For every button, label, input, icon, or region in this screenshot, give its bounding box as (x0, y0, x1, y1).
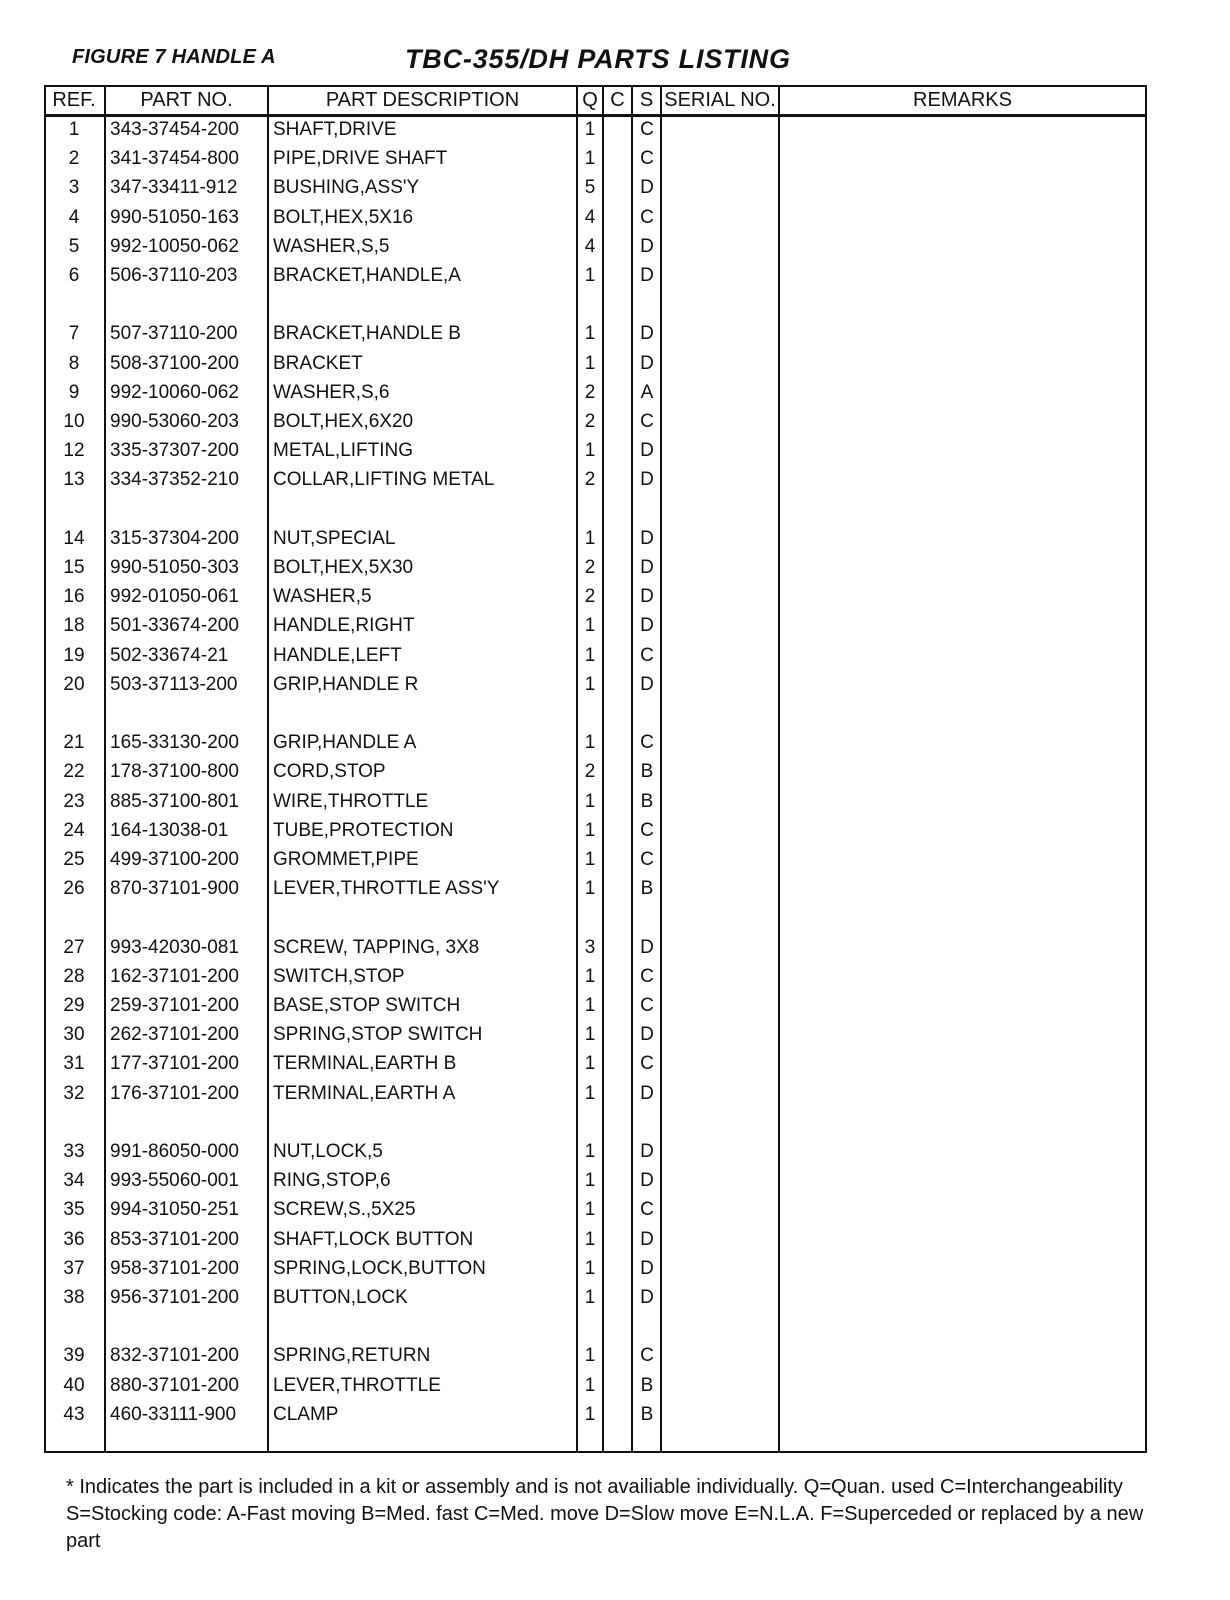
part-no-cell: 992-10060-062 (110, 381, 239, 403)
description-cell: SWITCH,STOP (273, 965, 405, 987)
description-cell: GRIP,HANDLE R (273, 673, 419, 695)
stocking-code-cell: B (640, 761, 654, 783)
quantity-cell: 1 (584, 1374, 596, 1396)
description-cell: BOLT,HEX,5X16 (273, 206, 414, 228)
ref-cell: 43 (63, 1403, 85, 1425)
part-no-cell: 501-33674-200 (110, 615, 239, 637)
part-no-cell: 334-37352-210 (110, 469, 239, 491)
ref-cell: 28 (63, 965, 85, 987)
description-cell: TUBE,PROTECTION (273, 819, 454, 841)
ref-cell: 25 (63, 849, 85, 870)
description-cell: RING,STOP,6 (273, 1170, 391, 1192)
stocking-code-cell: D (640, 1228, 654, 1250)
stocking-code-cell: C (640, 411, 654, 432)
description-cell: WIRE,THROTTLE (273, 790, 429, 812)
footnote: * Indicates the part is included in a kit or assembly and is not availiable individually. Q=Quan. used C=Interchangeability S=Stocking code: A-Fast moving B=Med. fast C=Med. move D=Slow move E=N.L.A. F=Superceded or replaced by a new part (66, 1476, 1144, 1552)
quantity-cell: 1 (584, 849, 596, 870)
stocking-code-cell: D (640, 1287, 654, 1308)
stocking-code-cell: D (640, 936, 654, 958)
ref-cell: 7 (68, 323, 80, 345)
quantity-cell: 1 (584, 148, 596, 170)
ref-cell: 15 (63, 557, 85, 578)
col-header-c: C (610, 89, 625, 111)
description-cell: CLAMP (273, 1403, 339, 1425)
part-no-cell: 335-37307-200 (110, 440, 239, 462)
stocking-code-cell: D (640, 1141, 654, 1162)
part-no-cell: 990-51050-163 (110, 206, 239, 228)
ref-cell: 13 (63, 469, 85, 491)
quantity-cell: 1 (584, 1082, 596, 1104)
stocking-code-cell: B (640, 1403, 654, 1425)
col-header-description: PART DESCRIPTION (325, 89, 520, 111)
col-header-s: S (639, 89, 654, 111)
part-no-cell: 508-37100-200 (110, 352, 239, 374)
description-cell: BRACKET,HANDLE B (273, 323, 461, 345)
description-cell: SPRING,RETURN (273, 1345, 431, 1367)
stocking-code-cell: D (640, 586, 654, 608)
ref-cell: 31 (63, 1053, 85, 1075)
quantity-cell: 1 (584, 1257, 596, 1279)
ref-cell: 12 (63, 440, 85, 462)
quantity-cell: 1 (584, 644, 596, 666)
description-cell: NUT,SPECIAL (273, 527, 396, 549)
part-no-cell: 994-31050-251 (110, 1199, 239, 1221)
ref-cell: 33 (63, 1141, 85, 1162)
part-no-cell: 507-37110-200 (110, 323, 238, 345)
stocking-code-cell: C (640, 1199, 654, 1221)
ref-cell: 6 (68, 265, 80, 286)
description-cell: GROMMET,PIPE (273, 849, 419, 870)
stocking-code-cell: C (640, 1053, 654, 1075)
stocking-code-cell: C (640, 644, 654, 666)
ref-cell: 32 (63, 1082, 85, 1104)
part-no-cell: 992-01050-061 (110, 586, 239, 608)
stocking-code-cell: D (640, 1082, 654, 1104)
stocking-code-cell: D (640, 557, 654, 578)
description-cell: BOLT,HEX,6X20 (273, 411, 414, 432)
column-divider (267, 85, 269, 1453)
ref-cell: 9 (68, 381, 80, 403)
column-divider (778, 85, 780, 1453)
col-header-q: Q (582, 89, 598, 111)
stocking-code-cell: C (640, 995, 654, 1016)
stocking-code-cell: D (640, 323, 654, 345)
quantity-cell: 1 (584, 1053, 596, 1075)
col-header-ref: REF. (52, 89, 96, 111)
description-cell: SPRING,STOP SWITCH (273, 1024, 483, 1046)
stocking-code-cell: D (640, 235, 654, 257)
quantity-cell: 2 (584, 469, 596, 491)
quantity-cell: 1 (584, 995, 596, 1016)
quantity-cell: 1 (584, 615, 596, 637)
ref-cell: 34 (63, 1170, 85, 1192)
stocking-code-cell: C (640, 1345, 654, 1367)
stocking-code-cell: B (640, 1374, 654, 1396)
stocking-code-cell: B (640, 878, 654, 900)
quantity-cell: 1 (584, 527, 596, 549)
quantity-cell: 2 (584, 411, 596, 432)
description-cell: PIPE,DRIVE SHAFT (273, 148, 448, 170)
description-cell: SHAFT,LOCK BUTTON (273, 1228, 474, 1250)
part-no-cell: 176-37101-200 (110, 1082, 239, 1104)
quantity-cell: 1 (584, 1199, 596, 1221)
description-cell: LEVER,THROTTLE (273, 1374, 441, 1396)
part-no-cell: 993-42030-081 (110, 936, 239, 958)
quantity-cell: 4 (584, 235, 596, 257)
stocking-code-cell: A (640, 381, 654, 403)
quantity-cell: 1 (584, 790, 596, 812)
quantity-cell: 1 (584, 1170, 596, 1192)
description-cell: WASHER,5 (273, 586, 372, 608)
quantity-cell: 2 (584, 381, 596, 403)
description-cell: METAL,LIFTING (273, 440, 414, 462)
ref-cell: 2 (68, 148, 80, 170)
description-cell: BASE,STOP SWITCH (273, 995, 461, 1016)
part-no-cell: 958-37101-200 (110, 1257, 239, 1279)
ref-cell: 24 (63, 819, 85, 841)
figure-label: FIGURE 7 HANDLE A (72, 46, 276, 68)
ref-cell: 8 (68, 352, 80, 374)
ref-cell: 39 (63, 1345, 85, 1367)
part-no-cell: 956-37101-200 (110, 1287, 239, 1308)
stocking-code-cell: C (640, 849, 654, 870)
part-no-cell: 262-37101-200 (110, 1024, 239, 1046)
quantity-cell: 1 (584, 1403, 596, 1425)
quantity-cell: 1 (584, 1141, 596, 1162)
ref-cell: 22 (63, 761, 85, 783)
description-cell: WASHER,S,6 (273, 381, 390, 403)
part-no-cell: 992-10050-062 (110, 235, 239, 257)
ref-cell: 20 (63, 673, 85, 695)
part-no-cell: 315-37304-200 (110, 527, 239, 549)
quantity-cell: 1 (584, 965, 596, 987)
quantity-cell: 1 (584, 819, 596, 841)
stocking-code-cell: C (640, 119, 654, 140)
description-cell: NUT,LOCK,5 (273, 1141, 383, 1162)
stocking-code-cell: D (640, 352, 654, 374)
part-no-cell: 162-37101-200 (110, 965, 239, 987)
description-cell: BUTTON,LOCK (273, 1287, 408, 1308)
part-no-cell: 506-37110-203 (110, 265, 238, 286)
description-cell: BOLT,HEX,5X30 (273, 557, 414, 578)
quantity-cell: 1 (584, 1345, 596, 1367)
description-cell: SPRING,LOCK,BUTTON (273, 1257, 486, 1279)
part-no-cell: 164-13038-01 (110, 819, 229, 841)
quantity-cell: 1 (584, 732, 596, 754)
description-cell: BRACKET (273, 352, 363, 374)
quantity-cell: 1 (584, 440, 596, 462)
stocking-code-cell: D (640, 1024, 654, 1046)
ref-cell: 36 (63, 1228, 85, 1250)
part-no-cell: 460-33111-900 (110, 1403, 237, 1425)
page-title: TBC-355/DH PARTS LISTING (405, 44, 791, 74)
ref-cell: 35 (63, 1199, 85, 1221)
description-cell: HANDLE,LEFT (273, 644, 402, 666)
stocking-code-cell: D (640, 265, 654, 286)
ref-cell: 30 (63, 1024, 85, 1046)
ref-cell: 10 (63, 411, 85, 432)
part-no-cell: 347-33411-912 (110, 177, 238, 199)
stocking-code-cell: C (640, 148, 654, 170)
quantity-cell: 2 (584, 586, 596, 608)
quantity-cell: 1 (584, 1024, 596, 1046)
column-divider (602, 85, 604, 1453)
stocking-code-cell: D (640, 1170, 654, 1192)
part-no-cell: 259-37101-200 (110, 995, 239, 1016)
description-cell: SHAFT,DRIVE (273, 119, 397, 140)
ref-cell: 27 (63, 936, 85, 958)
ref-cell: 18 (63, 615, 85, 637)
part-no-cell: 885-37100-801 (110, 790, 239, 812)
description-cell: CORD,STOP (273, 761, 386, 783)
quantity-cell: 1 (584, 673, 596, 695)
part-no-cell: 341-37454-800 (110, 148, 239, 170)
description-cell: TERMINAL,EARTH A (273, 1082, 456, 1104)
description-cell: GRIP,HANDLE A (273, 732, 417, 754)
part-no-cell: 991-86050-000 (110, 1141, 239, 1162)
ref-cell: 4 (68, 206, 80, 228)
ref-cell: 21 (63, 732, 85, 754)
part-no-cell: 990-53060-203 (110, 411, 239, 432)
part-no-cell: 832-37101-200 (110, 1345, 239, 1367)
part-no-cell: 880-37101-200 (110, 1374, 239, 1396)
part-no-cell: 177-37101-200 (110, 1053, 239, 1075)
quantity-cell: 5 (584, 177, 596, 199)
quantity-cell: 1 (584, 1228, 596, 1250)
stocking-code-cell: D (640, 177, 654, 199)
column-divider (104, 85, 106, 1453)
ref-cell: 38 (63, 1287, 85, 1308)
description-cell: COLLAR,LIFTING METAL (273, 469, 495, 491)
description-cell: SCREW, TAPPING, 3X8 (273, 936, 480, 958)
part-no-cell: 499-37100-200 (110, 849, 239, 870)
quantity-cell: 2 (584, 761, 596, 783)
quantity-cell: 4 (584, 206, 596, 228)
ref-cell: 40 (63, 1374, 85, 1396)
ref-cell: 29 (63, 995, 85, 1016)
ref-cell: 3 (68, 177, 80, 199)
stocking-code-cell: D (640, 440, 654, 462)
part-no-cell: 993-55060-001 (110, 1170, 239, 1192)
ref-cell: 37 (63, 1257, 85, 1279)
quantity-cell: 2 (584, 557, 596, 578)
col-header-serial: SERIAL NO. (664, 89, 776, 111)
quantity-cell: 1 (584, 265, 596, 286)
stocking-code-cell: D (640, 1257, 654, 1279)
ref-cell: 19 (63, 644, 85, 666)
ref-cell: 23 (63, 790, 85, 812)
part-no-cell: 502-33674-21 (110, 644, 229, 666)
stocking-code-cell: C (640, 819, 654, 841)
part-no-cell: 870-37101-900 (110, 878, 239, 900)
part-no-cell: 343-37454-200 (110, 119, 239, 140)
stocking-code-cell: C (640, 206, 654, 228)
description-cell: TERMINAL,EARTH B (273, 1053, 457, 1075)
stocking-code-cell: D (640, 527, 654, 549)
description-cell: LEVER,THROTTLE ASS'Y (273, 878, 500, 900)
col-header-remarks: REMARKS (913, 89, 1012, 111)
part-no-cell: 165-33130-200 (110, 732, 239, 754)
stocking-code-cell: D (640, 469, 654, 491)
col-header-part-no: PART NO. (140, 89, 233, 111)
quantity-cell: 1 (584, 323, 596, 345)
description-cell: BUSHING,ASS'Y (273, 177, 420, 199)
description-cell: WASHER,S,5 (273, 235, 390, 257)
description-cell: HANDLE,RIGHT (273, 615, 415, 637)
stocking-code-cell: C (640, 965, 654, 987)
quantity-cell: 3 (584, 936, 596, 958)
ref-cell: 26 (63, 878, 85, 900)
stocking-code-cell: D (640, 673, 654, 695)
part-no-cell: 853-37101-200 (110, 1228, 239, 1250)
ref-cell: 14 (63, 527, 85, 549)
quantity-cell: 1 (584, 119, 596, 140)
stocking-code-cell: D (640, 615, 654, 637)
description-cell: BRACKET,HANDLE,A (273, 265, 461, 286)
quantity-cell: 1 (584, 878, 596, 900)
part-no-cell: 178-37100-800 (110, 761, 239, 783)
ref-cell: 1 (68, 119, 80, 140)
ref-cell: 16 (63, 586, 85, 608)
part-no-cell: 990-51050-303 (110, 557, 239, 578)
stocking-code-cell: B (640, 790, 654, 812)
stocking-code-cell: C (640, 732, 654, 754)
description-cell: SCREW,S.,5X25 (273, 1199, 416, 1221)
ref-cell: 5 (68, 235, 80, 257)
part-no-cell: 503-37113-200 (110, 673, 238, 695)
quantity-cell: 1 (584, 1287, 596, 1308)
quantity-cell: 1 (584, 352, 596, 374)
